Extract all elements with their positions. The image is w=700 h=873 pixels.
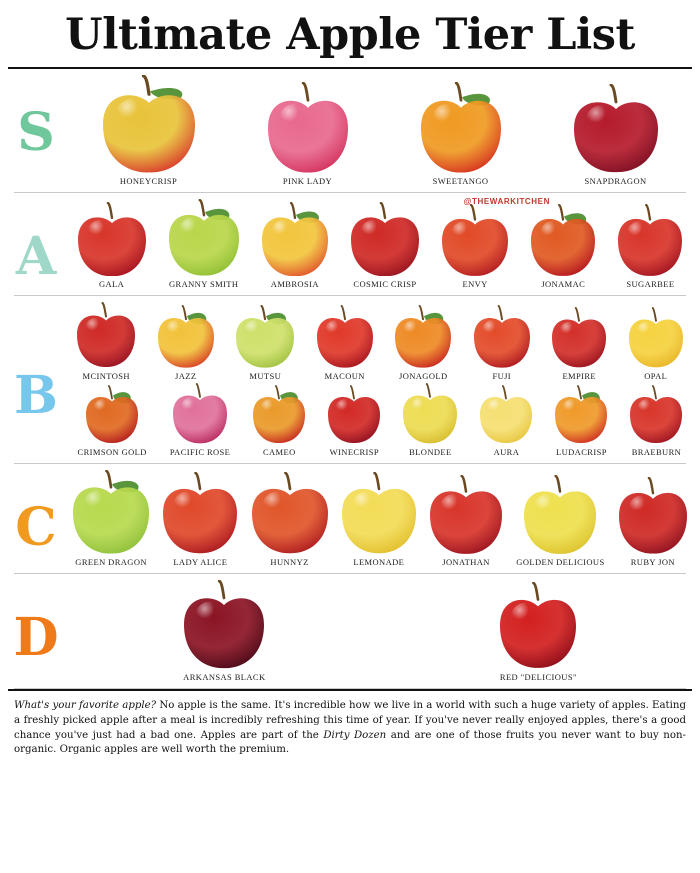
- apple-illustration: [395, 305, 451, 368]
- apple-label: CRIMSON GOLD: [77, 446, 147, 457]
- apple-illustration: [262, 202, 328, 277]
- apple-label: BRAEBURN: [631, 446, 682, 457]
- apple-entry: [75, 302, 137, 383]
- apple-illustration: [524, 475, 596, 555]
- tier-letter-s: S: [17, 102, 55, 163]
- apple-label: MCINTOSH: [82, 371, 130, 381]
- apple-entry: [616, 204, 684, 292]
- apple-label: HUNNYZ: [270, 557, 309, 568]
- apple-illustration: [555, 385, 607, 444]
- apple-entry: [617, 477, 689, 569]
- apple-illustration: [619, 477, 687, 554]
- tier-items-b: [66, 302, 694, 458]
- apple-label: JONATHAN: [442, 557, 490, 568]
- apple-label: LUDACRISP: [556, 446, 607, 457]
- apple-illustration: [158, 305, 214, 368]
- apple-label: AURA: [493, 446, 520, 457]
- apple-illustration: [252, 472, 328, 554]
- apple-entry: [428, 475, 504, 570]
- tier-letter-a: A: [15, 226, 57, 288]
- page-title: Ultimate Apple Tier List: [65, 10, 635, 60]
- apple-entry: [553, 385, 609, 459]
- apple-entry: [529, 204, 597, 292]
- apple-entry: [419, 82, 503, 188]
- apple-label: LADY ALICE: [173, 557, 228, 568]
- tier-letter-d: D: [13, 607, 59, 669]
- apple-label: FUJI: [492, 371, 512, 381]
- apple-entry: [76, 385, 149, 459]
- apple-label: HONEYCRISP: [119, 176, 178, 187]
- apple-illustration: [430, 475, 502, 555]
- apple-label: SUGARBEE: [626, 279, 675, 290]
- apple-illustration: [618, 204, 682, 277]
- apple-entry: [349, 202, 421, 292]
- tier-row-s: [0, 69, 700, 192]
- apple-entry: [101, 75, 197, 188]
- apple-entry: [260, 202, 330, 292]
- apple-illustration: [184, 580, 264, 669]
- apple-entry: [266, 82, 350, 188]
- apple-label: OPAL: [644, 371, 668, 381]
- apple-entry: [514, 475, 606, 570]
- apple-label: ENVY: [462, 279, 488, 290]
- apple-label: GREEN DRAGON: [75, 557, 147, 568]
- apple-label: GOLDEN DELICIOUS: [516, 557, 605, 568]
- apple-label: ARKANSAS BLACK: [183, 671, 266, 682]
- apple-label: PINK LADY: [282, 176, 333, 187]
- apple-entry: [572, 84, 660, 188]
- apple-label: WINECRISP: [329, 446, 380, 457]
- footer-body-1: No apple is the same. It's incredible how we live in a world with such a huge variety of apples. Eating a freshly picked apple after a meal is incredibly refreshing this time of year. If you've never really enjoyed apples, there's a good chance you've just had a bad one. Apples are part of the: [14, 699, 686, 741]
- apple-label: LEMONADE: [353, 557, 405, 568]
- apple-label: COSMIC CRISP: [353, 279, 417, 290]
- tier-row-c: [0, 464, 700, 573]
- apple-entry: [550, 307, 608, 383]
- apple-illustration: [442, 204, 508, 277]
- apple-illustration: [103, 75, 195, 173]
- apple-illustration: [317, 305, 373, 368]
- apple-label: MACOUN: [324, 371, 365, 381]
- apple-label: SNAPDRAGON: [584, 176, 647, 187]
- apple-entry: [393, 305, 453, 383]
- footer-body-2: and are one of those fruits you never want to buy non-organic. Organic apples are well worth the premium.: [14, 729, 686, 756]
- apple-row: [66, 75, 694, 188]
- apple-entry: [168, 383, 232, 459]
- apple-illustration: [403, 383, 457, 444]
- apple-illustration: [531, 204, 595, 277]
- apple-label: EMPIRE: [562, 371, 597, 381]
- apple-entry: [71, 470, 151, 569]
- tier-letter-c: C: [15, 496, 57, 558]
- apple-row: [66, 470, 694, 569]
- apple-label: JONAMAC: [541, 279, 586, 290]
- apple-label: JONAGOLD: [398, 371, 448, 381]
- apple-entry: [76, 202, 148, 292]
- apple-entry: [250, 472, 330, 569]
- apple-entry: [478, 385, 534, 459]
- apple-row: [66, 580, 694, 684]
- apple-illustration: [342, 472, 416, 554]
- apple-row: [66, 199, 694, 291]
- apple-row: [66, 302, 694, 383]
- tier-row-a: [0, 193, 700, 295]
- apple-illustration: [236, 305, 294, 368]
- tier-items-s: [66, 75, 694, 188]
- footer-italic-1: Dirty Dozen: [323, 729, 387, 741]
- apple-illustration: [169, 199, 239, 276]
- apple-entry: [315, 305, 375, 383]
- footer-lead: What's your favorite apple?: [14, 699, 157, 711]
- tier-rows-container: [0, 69, 700, 689]
- apple-entry: [440, 204, 510, 292]
- apple-label: RUBY JON: [630, 557, 675, 568]
- apple-entry: [498, 582, 579, 684]
- apple-entry: [472, 305, 532, 383]
- apple-label: GALA: [98, 279, 125, 290]
- apple-entry: [234, 305, 296, 383]
- apple-entry: [340, 472, 418, 569]
- apple-illustration: [328, 385, 380, 444]
- apple-illustration: [268, 82, 348, 173]
- apple-illustration: [474, 305, 530, 368]
- apple-row: [66, 383, 694, 459]
- apple-label: RED "DELICIOUS": [499, 671, 577, 682]
- apple-label: BLONDEE: [409, 446, 452, 457]
- watermark-handle: @THEWARKITCHEN: [463, 197, 550, 207]
- apple-illustration: [421, 82, 501, 173]
- apple-entry: [627, 307, 685, 383]
- apple-illustration: [78, 202, 146, 277]
- apple-illustration: [73, 470, 149, 554]
- apple-entry: [156, 305, 216, 383]
- apple-entry: [181, 580, 267, 684]
- apple-entry: [401, 383, 459, 459]
- apple-entry: [326, 385, 382, 459]
- tier-items-a: [66, 199, 694, 291]
- apple-illustration: [574, 84, 658, 173]
- tier-items-c: [66, 470, 694, 569]
- apple-entry: [251, 385, 307, 459]
- apple-illustration: [629, 307, 683, 368]
- footer-text: [0, 691, 700, 764]
- apple-illustration: [552, 307, 606, 368]
- apple-illustration: [351, 202, 419, 277]
- apple-label: MUTSU: [249, 371, 282, 381]
- apple-illustration: [630, 385, 682, 444]
- apple-label: GRANNY SMITH: [168, 279, 239, 290]
- apple-illustration: [253, 385, 305, 444]
- tier-row-b: [0, 296, 700, 462]
- apple-label: AMBROSIA: [270, 279, 319, 290]
- apple-illustration: [86, 385, 138, 444]
- apple-illustration: [500, 582, 576, 669]
- apple-label: JAZZ: [175, 371, 197, 381]
- apple-label: SWEETANGO: [432, 176, 489, 187]
- tier-items-d: [66, 580, 694, 684]
- apple-illustration: [173, 383, 227, 444]
- apple-label: PACIFIC ROSE: [169, 446, 231, 457]
- apple-illustration: [480, 385, 532, 444]
- apple-label: CAMEO: [262, 446, 296, 457]
- apple-entry: [167, 199, 241, 291]
- apple-entry: [628, 385, 684, 459]
- tier-letter-b: B: [14, 365, 58, 427]
- apple-illustration: [77, 302, 135, 368]
- apple-illustration: [163, 472, 237, 554]
- tier-row-d: [0, 574, 700, 688]
- apple-entry: [161, 472, 239, 569]
